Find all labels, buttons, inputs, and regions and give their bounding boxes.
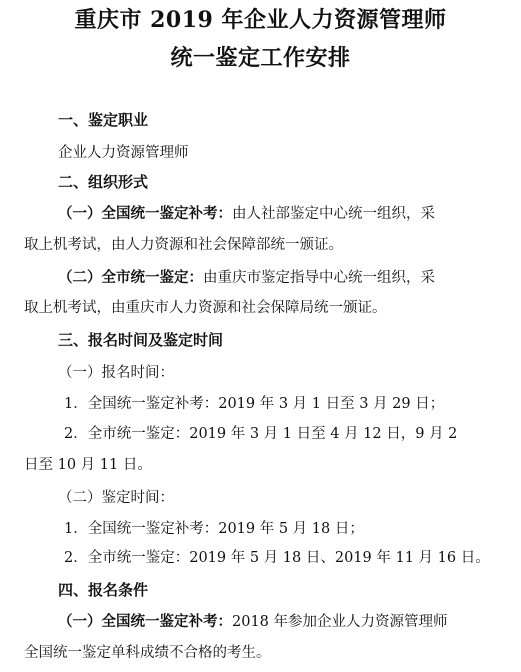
organization-paragraph-2 — [58, 268, 435, 288]
exam-item-1: 1．全国统一鉴定补考：2019 年 5 月 18 日； — [64, 521, 364, 537]
eligibility-paragraph-1-text: 2018 年参加企业人力资源管理师 — [232, 614, 448, 630]
registration-time-subheading: （一）报名时间： — [58, 365, 174, 381]
section-heading-schedule: 三、报名时间及鉴定时间 — [58, 331, 224, 349]
eligibility-paragraph-1 — [58, 612, 448, 632]
registration-item-2-continued: 日至 10 月 11 日。 — [24, 457, 152, 473]
document-title-line-2: 统一鉴定工作安排 — [170, 45, 351, 71]
organization-paragraph-1 — [58, 204, 435, 224]
eligibility-paragraph-1-label: （一）全国统一鉴定补考： — [58, 613, 232, 630]
organization-paragraph-1-label: （一）全国统一鉴定补考： — [58, 205, 232, 222]
eligibility-paragraph-1-continued: 全国统一鉴定单科成绩不合格的考生。 — [24, 645, 271, 661]
document-title-line-1: 重庆市 2019 年企业人力资源管理师 — [74, 7, 447, 33]
organization-paragraph-2-label: （二）全市统一鉴定： — [58, 269, 203, 286]
registration-item-1: 1．全国统一鉴定补考：2019 年 3 月 1 日至 3 月 29 日； — [64, 396, 445, 412]
section-heading-occupation: 一、鉴定职业 — [58, 111, 149, 129]
organization-paragraph-2-continued: 取上机考试，由重庆市人力资源和社会保障局统一颁证。 — [24, 300, 387, 316]
occupation-name: 企业人力资源管理师 — [58, 145, 189, 161]
exam-item-2: 2．全市统一鉴定：2019 年 5 月 18 日、2019 年 11 月 16 日。 — [64, 550, 490, 566]
organization-paragraph-2-text: 由重庆市鉴定指导中心统一组织，采 — [203, 270, 435, 286]
organization-paragraph-1-text: 由人社部鉴定中心统一组织，采 — [232, 206, 435, 222]
section-heading-eligibility: 四、报名条件 — [58, 581, 149, 599]
exam-time-subheading: （二）鉴定时间： — [58, 490, 174, 506]
organization-paragraph-1-continued: 取上机考试，由人力资源和社会保障部统一颁证。 — [24, 237, 343, 253]
section-heading-organization: 二、组织形式 — [58, 173, 149, 191]
registration-item-2: 2．全市统一鉴定：2019 年 3 月 1 日至 4 月 12 日，9 月 2 — [64, 426, 458, 442]
